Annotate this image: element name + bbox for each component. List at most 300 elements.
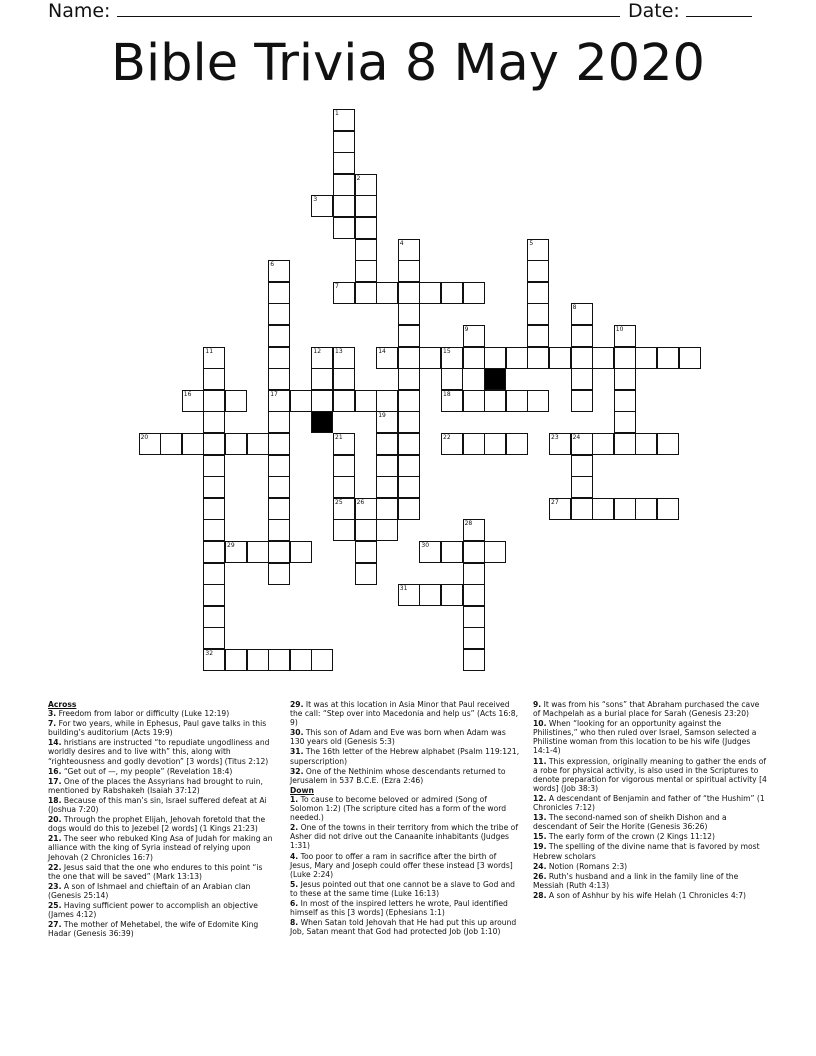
grid-cell[interactable] xyxy=(376,476,398,498)
grid-cell[interactable] xyxy=(592,433,614,455)
grid-cell[interactable] xyxy=(571,433,593,455)
grid-cell[interactable] xyxy=(376,411,398,433)
grid-cell[interactable] xyxy=(527,390,549,412)
clue-item xyxy=(533,842,768,860)
grid-cell[interactable] xyxy=(614,433,636,455)
clue-number: 30. xyxy=(290,728,304,738)
grid-cell[interactable] xyxy=(441,584,463,606)
grid-cell[interactable] xyxy=(333,455,355,477)
clue-item xyxy=(48,863,276,881)
grid-cell[interactable] xyxy=(355,541,377,563)
clue-text: It was at this location in Asia Minor that Paul received the call: “Step over into Macedonia and help us” (Acts 16:8, 9) xyxy=(290,700,519,728)
grid-cell[interactable] xyxy=(419,541,441,563)
cell-number: 10 xyxy=(615,326,624,333)
cell-number: 2 xyxy=(356,174,361,182)
clue-column-1 xyxy=(48,700,276,939)
clue-text: Because of this man’s sin, Israel suffered defeat at Ai (Joshua 7:20) xyxy=(48,795,267,815)
grid-cell[interactable] xyxy=(441,390,463,412)
clue-item xyxy=(48,767,276,776)
grid-cell[interactable] xyxy=(484,390,506,412)
clue-number: 4. xyxy=(290,851,299,861)
clue-item xyxy=(48,777,276,795)
cell-number: 27 xyxy=(551,498,559,506)
grid-cell[interactable] xyxy=(463,563,485,585)
grid-cell[interactable] xyxy=(635,433,657,455)
grid-cell[interactable] xyxy=(268,368,290,390)
clue-number: 7. xyxy=(48,719,57,729)
clue-item xyxy=(48,719,276,737)
grid-cell[interactable] xyxy=(268,541,290,563)
grid-cell[interactable] xyxy=(268,476,290,498)
grid-cell[interactable] xyxy=(527,325,549,347)
grid-cell[interactable] xyxy=(398,282,420,304)
grid-cell[interactable] xyxy=(333,433,355,455)
grid-cell[interactable] xyxy=(311,195,333,217)
grid-cell[interactable] xyxy=(571,498,593,520)
grid-cell[interactable] xyxy=(463,433,485,455)
grid-cell[interactable] xyxy=(333,347,355,369)
cell-number: 28 xyxy=(464,520,473,528)
clue-text: The second-named son of sheikh Dishon and a descendant of Seir the Horite (Genesis 36:26) xyxy=(533,813,727,832)
grid-cell[interactable] xyxy=(549,433,571,455)
clue-number: 11. xyxy=(533,756,547,766)
clue-text: The spelling of the divine name that is favored by most Hebrew scholars xyxy=(533,842,760,861)
clue-number: 21. xyxy=(48,834,62,844)
grid-cell[interactable] xyxy=(268,519,290,541)
grid-cell[interactable] xyxy=(203,649,225,671)
clue-number: 10. xyxy=(533,719,547,729)
grid-cell[interactable] xyxy=(549,498,571,520)
grid-cell[interactable] xyxy=(398,303,420,325)
grid-cell[interactable] xyxy=(268,347,290,369)
clue-number: 17. xyxy=(48,776,62,786)
grid-cell[interactable] xyxy=(463,584,485,606)
grid-block xyxy=(484,368,506,390)
clue-text: Too poor to offer a ram in sacrifice after the birth of Jesus, Mary and Joseph could offer these instead [3 words] (Luke 2:24) xyxy=(290,851,513,879)
clue-text: The 16th letter of the Hebrew alphabet (Psalm 119:121, superscription) xyxy=(290,747,520,766)
clue-number: 25. xyxy=(48,900,62,910)
grid-cell[interactable] xyxy=(333,498,355,520)
grid-cell[interactable] xyxy=(571,476,593,498)
cell-number: 17 xyxy=(270,390,278,398)
grid-cell[interactable] xyxy=(268,411,290,433)
clue-number: 20. xyxy=(48,815,62,825)
grid-cell[interactable] xyxy=(225,433,247,455)
clue-item xyxy=(533,719,768,755)
grid-cell[interactable] xyxy=(355,563,377,585)
clue-text: Through the prophet Elijah, Jehovah foretold that the dogs would do this to Jezebel [2 words] (1 Kings 21:23) xyxy=(48,815,266,834)
grid-cell[interactable] xyxy=(268,498,290,520)
clue-text: In most of the inspired letters he wrote, Paul identified himself as this [3 words] (Ephesians 1:1) xyxy=(290,898,508,918)
grid-cell[interactable] xyxy=(657,433,679,455)
clue-text: One of the places the Assyrians had brought to ruin, mentioned by Rabshakeh (Isaiah 37:12) xyxy=(48,776,263,795)
clue-text: The mother of Mehetabel, the wife of Edomite King Hadar (Genesis 36:39) xyxy=(48,920,259,939)
cell-number: 16 xyxy=(183,390,192,398)
grid-cell[interactable] xyxy=(571,347,593,369)
clue-number: 26. xyxy=(533,871,547,881)
grid-cell[interactable] xyxy=(355,519,377,541)
grid-cell[interactable] xyxy=(441,282,463,304)
clue-text: One of the Nethinim whose descendants returned to Jerusalem in 537 B.C.E. (Ezra 2:46) xyxy=(290,766,506,785)
clue-number: 9. xyxy=(533,700,542,709)
cell-number: 5 xyxy=(529,239,534,247)
clue-item xyxy=(533,862,768,871)
grid-cell[interactable] xyxy=(614,325,636,347)
clue-number: 3. xyxy=(48,709,57,719)
grid-cell[interactable] xyxy=(203,498,225,520)
cell-number: 18 xyxy=(443,390,451,398)
grid-cell[interactable] xyxy=(333,390,355,412)
grid-cell[interactable] xyxy=(635,347,657,369)
grid-cell[interactable] xyxy=(571,325,593,347)
grid-cell[interactable] xyxy=(463,325,485,347)
clue-item xyxy=(290,728,520,746)
cell-number: 4 xyxy=(399,239,404,247)
clue-number: 22. xyxy=(48,862,62,872)
clue-number: 31. xyxy=(290,747,304,757)
grid-cell[interactable] xyxy=(398,411,420,433)
clue-text: When Satan told Jehovah that He had put this up around Job, Satan meant that God had protected Job (Job 1:10) xyxy=(290,918,517,937)
grid-cell[interactable] xyxy=(355,260,377,282)
grid-cell[interactable] xyxy=(419,584,441,606)
clue-number: 27. xyxy=(48,920,62,930)
grid-cell[interactable] xyxy=(203,584,225,606)
grid-cell[interactable] xyxy=(203,476,225,498)
clue-text: Jesus said that the one who endures to this point “is the one that will be saved” (Mark 13:13) xyxy=(48,862,263,881)
cell-number: 21 xyxy=(335,434,343,441)
grid-cell[interactable] xyxy=(398,325,420,347)
grid-cell[interactable] xyxy=(247,649,269,671)
grid-cell[interactable] xyxy=(203,541,225,563)
clue-number: 18. xyxy=(48,795,62,805)
clue-text: When “looking for an opportunity against the Philistines,” who then ruled over Israel, Samson selected a Philistine woman from this location to be his wife (Judges 14:1-4) xyxy=(533,719,757,756)
clue-number: 16. xyxy=(48,766,62,776)
clue-item xyxy=(533,757,768,793)
grid-cell[interactable] xyxy=(333,152,355,174)
grid-cell[interactable] xyxy=(376,347,398,369)
cell-number: 14 xyxy=(378,347,386,355)
clue-text: Ruth’s husband and a link in the family line of the Messiah (Ruth 4:13) xyxy=(533,871,739,890)
date-label: Date: xyxy=(628,0,680,22)
grid-cell[interactable] xyxy=(203,347,225,369)
cell-number: 20 xyxy=(140,434,149,441)
grid-cell[interactable] xyxy=(268,390,290,412)
grid-cell[interactable] xyxy=(203,368,225,390)
grid-cell[interactable] xyxy=(290,541,312,563)
grid-cell[interactable] xyxy=(376,282,398,304)
name-label: Name: xyxy=(48,0,111,22)
grid-cell[interactable] xyxy=(333,131,355,153)
clue-item xyxy=(290,852,520,879)
grid-cell[interactable] xyxy=(268,563,290,585)
grid-cell[interactable] xyxy=(268,325,290,347)
clue-item xyxy=(290,823,520,850)
grid-cell[interactable] xyxy=(333,368,355,390)
grid-cell[interactable] xyxy=(463,541,485,563)
cell-number: 7 xyxy=(335,282,339,290)
grid-cell[interactable] xyxy=(527,239,549,261)
grid-cell[interactable] xyxy=(160,433,182,455)
clue-text: This expression, originally meaning to gather the ends of a robe for physical activity, is also used in the Scriptures to denote preparation for vigorous mental or spiritual activity [4 words] (Job 38:3) xyxy=(533,756,767,793)
grid-cell[interactable] xyxy=(506,347,528,369)
clue-number: 19. xyxy=(533,842,547,852)
clue-text: This son of Adam and Eve was born when Adam was 130 years old (Genesis 5:3) xyxy=(290,728,506,747)
grid-cell[interactable] xyxy=(484,541,506,563)
cell-number: 29 xyxy=(227,542,235,549)
grid-cell[interactable] xyxy=(398,498,420,520)
cell-number: 22 xyxy=(443,434,451,441)
clue-text: Freedom from labor or difficulty (Luke 12:19) xyxy=(58,709,230,719)
grid-cell[interactable] xyxy=(225,541,247,563)
grid-cell[interactable] xyxy=(419,282,441,304)
grid-cell[interactable] xyxy=(268,649,290,671)
grid-cell[interactable] xyxy=(355,390,377,412)
clue-item xyxy=(48,920,276,938)
clue-text: The seer who rebuked King Asa of Judah for making an alliance with the king of Syria instead of relying upon Jehovah (2 Chronicles 16:7) xyxy=(48,834,273,862)
grid-cell[interactable] xyxy=(333,282,355,304)
grid-cell[interactable] xyxy=(203,433,225,455)
grid-cell[interactable] xyxy=(203,411,225,433)
grid-cell[interactable] xyxy=(290,649,312,671)
grid-cell[interactable] xyxy=(571,390,593,412)
grid-cell[interactable] xyxy=(398,433,420,455)
clue-item xyxy=(290,700,520,727)
grid-cell[interactable] xyxy=(268,282,290,304)
clue-item xyxy=(48,901,276,919)
cell-number: 12 xyxy=(313,347,322,355)
clue-item xyxy=(48,738,276,765)
clue-number: 15. xyxy=(533,832,547,842)
grid-cell[interactable] xyxy=(398,390,420,412)
grid-cell[interactable] xyxy=(592,498,614,520)
cell-number: 30 xyxy=(421,542,430,549)
clue-item xyxy=(48,815,276,833)
clue-number: 23. xyxy=(48,881,62,891)
grid-cell[interactable] xyxy=(203,627,225,649)
cell-number: 32 xyxy=(205,650,214,657)
grid-cell[interactable] xyxy=(182,433,204,455)
clue-text: Notion (Romans 2:3) xyxy=(548,861,628,871)
grid-cell[interactable] xyxy=(268,260,290,282)
cell-number: 31 xyxy=(399,585,408,593)
clue-text: Jesus pointed out that one cannot be a slave to God and to these at the same time (Luke 16:13) xyxy=(290,879,515,898)
clue-text: A son of Ishmael and chieftain of an Arabian clan (Genesis 25:14) xyxy=(48,881,251,900)
grid-cell[interactable] xyxy=(139,433,161,455)
grid-cell[interactable] xyxy=(311,368,333,390)
grid-cell[interactable] xyxy=(333,217,355,239)
grid-block xyxy=(311,411,333,433)
grid-cell[interactable] xyxy=(463,606,485,628)
grid-cell[interactable] xyxy=(311,347,333,369)
grid-cell[interactable] xyxy=(311,390,333,412)
clue-text: To cause to become beloved or admired (Song of Solomon 1:2) (The scripture cited has a form of the word needed.) xyxy=(290,794,507,823)
clue-number: 6. xyxy=(290,898,299,908)
grid-cell[interactable] xyxy=(290,390,312,412)
grid-cell[interactable] xyxy=(463,347,485,369)
clue-item xyxy=(48,834,276,861)
grid-cell[interactable] xyxy=(657,498,679,520)
grid-cell[interactable] xyxy=(527,347,549,369)
grid-cell[interactable] xyxy=(333,476,355,498)
grid-cell[interactable] xyxy=(333,195,355,217)
grid-cell[interactable] xyxy=(247,433,269,455)
clue-heading-down: Down xyxy=(290,785,314,795)
grid-cell[interactable] xyxy=(247,541,269,563)
grid-cell[interactable] xyxy=(614,498,636,520)
clue-number: 13. xyxy=(533,813,547,823)
grid-cell[interactable] xyxy=(549,347,571,369)
grid-cell[interactable] xyxy=(463,282,485,304)
clue-text: The early form of the crown (2 Kings 11:12) xyxy=(548,832,715,842)
grid-cell[interactable] xyxy=(441,368,463,390)
grid-cell[interactable] xyxy=(614,390,636,412)
grid-cell[interactable] xyxy=(463,627,485,649)
grid-cell[interactable] xyxy=(203,606,225,628)
grid-cell[interactable] xyxy=(398,347,420,369)
grid-cell[interactable] xyxy=(398,476,420,498)
grid-cell[interactable] xyxy=(614,347,636,369)
clue-number: 5. xyxy=(290,879,299,889)
grid-cell[interactable] xyxy=(203,390,225,412)
clue-item xyxy=(533,813,768,831)
clue-number: 24. xyxy=(533,861,547,871)
clue-number: 28. xyxy=(533,890,547,900)
clue-item xyxy=(533,794,768,812)
grid-cell[interactable] xyxy=(506,433,528,455)
grid-cell[interactable] xyxy=(463,519,485,541)
grid-cell[interactable] xyxy=(419,347,441,369)
clue-item xyxy=(290,918,520,936)
clue-number: 14. xyxy=(48,738,62,748)
clue-item xyxy=(290,747,520,765)
grid-cell[interactable] xyxy=(225,390,247,412)
grid-cell[interactable] xyxy=(355,239,377,261)
grid-cell[interactable] xyxy=(268,455,290,477)
grid-cell[interactable] xyxy=(441,347,463,369)
grid-cell[interactable] xyxy=(484,347,506,369)
grid-cell[interactable] xyxy=(355,174,377,196)
clue-number: 29. xyxy=(290,700,304,709)
clue-item xyxy=(290,880,520,898)
grid-cell[interactable] xyxy=(203,455,225,477)
grid-cell[interactable] xyxy=(333,519,355,541)
grid-cell[interactable] xyxy=(376,455,398,477)
grid-cell[interactable] xyxy=(376,498,398,520)
cell-number: 24 xyxy=(572,434,581,441)
grid-cell[interactable] xyxy=(203,563,225,585)
clue-item xyxy=(533,891,768,900)
clue-item xyxy=(533,872,768,890)
clue-text: It was from his “sons” that Abraham purchased the cave of Machpelah as a burial place for Sarah (Genesis 23:20) xyxy=(533,700,760,719)
clue-item xyxy=(48,796,276,814)
grid-cell[interactable] xyxy=(635,498,657,520)
grid-cell[interactable] xyxy=(398,368,420,390)
cell-number: 6 xyxy=(270,261,275,269)
grid-cell[interactable] xyxy=(527,303,549,325)
page-title: Bible Trivia 8 May 2020 xyxy=(111,34,705,93)
grid-cell[interactable] xyxy=(355,282,377,304)
cell-number: 11 xyxy=(205,347,214,355)
clue-number: 8. xyxy=(290,918,299,928)
grid-cell[interactable] xyxy=(441,541,463,563)
grid-cell[interactable] xyxy=(333,174,355,196)
grid-cell[interactable] xyxy=(268,433,290,455)
grid-cell[interactable] xyxy=(355,195,377,217)
clue-item xyxy=(48,709,276,718)
clue-number: 1. xyxy=(290,794,299,804)
grid-cell[interactable] xyxy=(268,303,290,325)
grid-cell[interactable] xyxy=(376,519,398,541)
clue-item xyxy=(533,832,768,841)
grid-cell[interactable] xyxy=(614,411,636,433)
grid-cell[interactable] xyxy=(679,347,701,369)
grid-cell[interactable] xyxy=(484,433,506,455)
cell-number: 1 xyxy=(335,110,339,117)
clue-number: 2. xyxy=(290,823,299,833)
grid-cell[interactable] xyxy=(441,433,463,455)
cell-number: 23 xyxy=(551,434,559,441)
cell-number: 3 xyxy=(313,196,318,204)
grid-cell[interactable] xyxy=(571,303,593,325)
grid-cell[interactable] xyxy=(506,390,528,412)
clue-item xyxy=(533,700,768,718)
grid-cell[interactable] xyxy=(398,584,420,606)
clue-item xyxy=(290,795,520,822)
cell-number: 8 xyxy=(572,304,577,312)
grid-cell[interactable] xyxy=(592,347,614,369)
grid-cell[interactable] xyxy=(355,217,377,239)
grid-cell[interactable] xyxy=(571,368,593,390)
grid-cell[interactable] xyxy=(333,109,355,131)
grid-cell[interactable] xyxy=(657,347,679,369)
grid-cell[interactable] xyxy=(398,455,420,477)
grid-cell[interactable] xyxy=(311,649,333,671)
grid-cell[interactable] xyxy=(376,390,398,412)
cell-number: 9 xyxy=(464,326,469,333)
cell-number: 19 xyxy=(378,412,386,420)
clue-heading-across: Across xyxy=(48,700,77,709)
clue-number: 12. xyxy=(533,793,547,803)
clue-text: For two years, while in Ephesus, Paul gave talks in this building’s auditorium (Acts 19:9) xyxy=(48,719,267,738)
clue-item xyxy=(48,882,276,900)
grid-cell[interactable] xyxy=(225,649,247,671)
grid-cell[interactable] xyxy=(398,239,420,261)
clue-item xyxy=(290,767,520,785)
grid-cell[interactable] xyxy=(614,368,636,390)
grid-cell[interactable] xyxy=(182,390,204,412)
cell-number: 15 xyxy=(443,347,451,355)
grid-cell[interactable] xyxy=(376,433,398,455)
grid-cell[interactable] xyxy=(527,282,549,304)
clue-column-3 xyxy=(533,700,768,901)
grid-cell[interactable] xyxy=(527,260,549,282)
grid-cell[interactable] xyxy=(571,455,593,477)
clue-text: A descendant of Benjamin and father of “the Hushim” (1 Chronicles 7:12) xyxy=(533,793,765,813)
clue-number: 32. xyxy=(290,766,304,776)
clue-text: “Get out of —, my people” (Revelation 18:4) xyxy=(63,766,233,776)
grid-cell[interactable] xyxy=(355,498,377,520)
clue-text: One of the towns in their territory from which the tribe of Asher did not drive out the Canaanite inhabitants (Judges 1:31) xyxy=(290,823,518,851)
grid-cell[interactable] xyxy=(398,260,420,282)
grid-cell[interactable] xyxy=(463,390,485,412)
clue-text: A son of Ashhur by his wife Helah (1 Chronicles 4:7) xyxy=(548,890,747,900)
cell-number: 13 xyxy=(335,347,343,355)
clue-item xyxy=(290,899,520,917)
clue-text: Having sufficient power to accomplish an objective (James 4:12) xyxy=(48,900,258,920)
grid-cell[interactable] xyxy=(463,649,485,671)
clue-text: hristians are instructed “to repudiate ungodliness and worldly desires and to live with” this, along with “righteousness and godly devotion” [3 words] (Titus 2:12) xyxy=(48,738,270,766)
grid-cell[interactable] xyxy=(203,519,225,541)
